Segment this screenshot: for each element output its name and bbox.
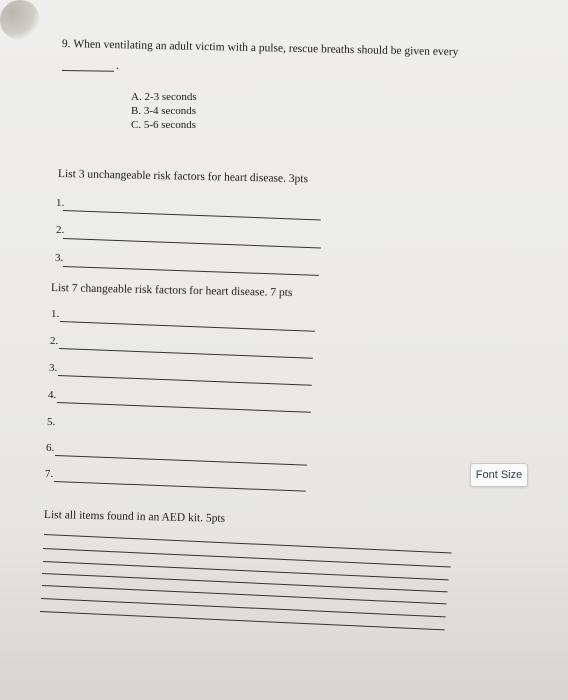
changeable-number-7: 7. [45, 468, 54, 480]
changeable-number-3: 3. [49, 362, 58, 374]
unchangeable-number-3: 3. [55, 252, 64, 264]
question-9-blank [62, 70, 114, 72]
unchangeable-blank-3 [63, 266, 319, 276]
changeable-heading: List 7 changeable risk factors for heart disease. 7 pts [50, 282, 293, 300]
choice-b: B. 3-4 seconds [131, 105, 197, 117]
unchangeable-number-1: 1. [56, 197, 65, 209]
changeable-number-1: 1. [51, 308, 60, 320]
choice-a: A. 2-3 seconds [131, 91, 197, 103]
changeable-number-6: 6. [46, 442, 55, 454]
choice-c: C. 5-6 seconds [131, 119, 197, 131]
changeable-number-5: 5. [47, 416, 56, 428]
question-9-text: 9. When ventilating an adult victim with a pulse, rescue breaths should be given every [61, 38, 459, 59]
question-9-blank-suffix: . [116, 60, 119, 72]
changeable-blank-4 [57, 402, 311, 413]
changeable-blank-7 [54, 481, 306, 492]
changeable-number-4: 4. [48, 389, 57, 401]
unchangeable-blank-1 [63, 210, 321, 220]
changeable-number-2: 2. [50, 335, 59, 347]
unchangeable-blank-2 [63, 238, 321, 248]
changeable-blank-1 [60, 321, 315, 332]
changeable-blank-6 [55, 455, 307, 466]
changeable-blank-2 [59, 348, 313, 359]
font-size-button[interactable]: Font Size [470, 463, 528, 487]
unchangeable-heading: List 3 unchangeable risk factors for heart disease. 3pts [57, 168, 309, 186]
aed-heading: List all items found in an AED kit. 5pts [43, 509, 226, 525]
unchangeable-number-2: 2. [56, 224, 65, 236]
changeable-blank-3 [58, 375, 312, 386]
photo-glare [0, 0, 40, 40]
